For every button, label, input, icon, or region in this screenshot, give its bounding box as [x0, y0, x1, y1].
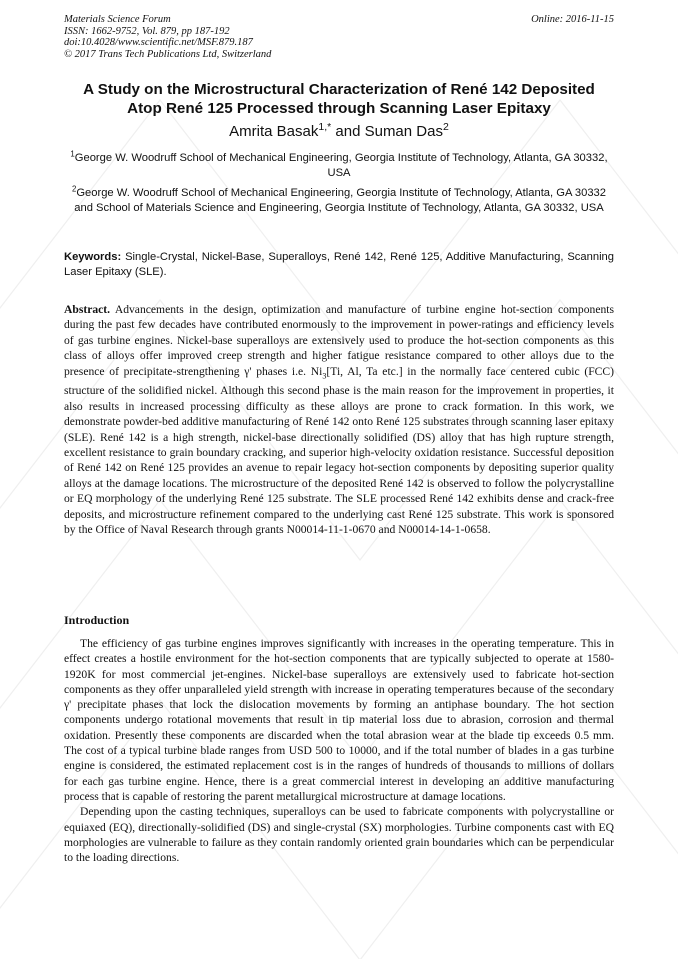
title-line-1: A Study on the Microstructural Characterization of René 142 Deposited	[83, 81, 595, 98]
introduction-paragraph-1: The efficiency of gas turbine engines improves significantly with increases in the operating temperature. This in effect creates a hostile environment for the hot-section components that are typically subjected to operate at 1580-1920K for most commercial jet-engines. Nickel-base superalloys are extensively used to fabricate hot-section components as they offer unparalleled yield strength with increase in operating temperatures because of the secondary γ' precipitate phases that lock the dislocation movements by forming an antiphase boundary. The hot section components undergo rotational movements that result in tip material loss due to abrasion, corrosion and thermal oxidation. Presently these components are discarded when the total abrasion wear at the blade tip exceeds 0.5 mm. The cost of a typical turbine blade ranges from USD 500 to 10000, and if the total number of blades in a gas turbine engine is considered, the estimated replacement cost is in the ranges of hundreds of thousands to millions of dollars for each gas turbine engine. Hence, there is a great commercial interest in developing an additive manufacturing process that is capable of restoring the parent metallurgical microstructure at damage locations.	[64, 637, 614, 803]
affiliation-1-number: 1	[70, 149, 75, 159]
title-line-2: Atop René 125 Processed through Scanning Laser Epitaxy	[127, 100, 551, 117]
online-date: Online: 2016-11-15	[531, 14, 614, 25]
abstract-label: Abstract.	[64, 303, 111, 316]
affiliation-2-number: 2	[71, 184, 77, 194]
affiliation-2	[70, 186, 608, 216]
author-conjunction: and	[331, 123, 365, 140]
paper-title	[40, 80, 638, 118]
copyright-line: © 2017 Trans Tech Publications Ltd, Switzerland	[64, 48, 272, 60]
journal-name: Materials Science Forum	[64, 14, 171, 25]
doi-line: doi:10.4028/www.scientific.net/MSF.879.187	[64, 37, 253, 48]
abstract-text-b: [Ti, Al, Ta etc.] in the normally face centered cubic (FCC) structure of the solidified nickel. Although this second phase is the main reason for the improvement in properties, it also results in increased processing difficulty as these alloys are prone to crack formation. In this work, we demonstrate powder-bed additive manufacturing of René 142 onto René 125 substrates through scanning laser epitaxy (SLE). René 142 is a high strength, nickel-base directionally solidified (DS) alloy that has high rupture strength, excellent resistance to grain boundary cracking, and superior high-velocity oxidation resistance. Successful deposition of René 142 on René 125 provides an avenue to repair legacy hot-section components by depositing superior quality alloys at the damage locations. The microstructure of the deposited René 142 is observed to follow the polycrystalline or EQ morphology of the underlying René 125 substrate. The SLE processed René 142 exhibits dense and crack-free deposits, and microstructure refinement compared to the underlying cast René 125 substrate. This work is sponsored by the Office of Naval Research through grants N00014-11-1-0670 and N00014-14-1-0658.	[64, 364, 614, 536]
affiliation-1-text: George W. Woodruff School of Mechanical Engineering, Georgia Institute of Technology, Atlanta, GA 30332, USA	[74, 152, 608, 179]
abstract-text-a: Advancements in the design, optimization and manufacture of turbine engine hot-section components during the past few decades have contributed enormously to the improvement in power-ratings and efficiency levels of gas turbine engines. Nickel-base superalloys are extensively used to produce the hot-section components as this class of alloys offer improved creep strength and higher fatigue resistance compared to other alloys due to the presence of precipitate-strengthening γ' phases i.e. Ni	[64, 303, 614, 378]
introduction-paragraph-2: Depending upon the casting techniques, superalloys can be used to fabricate components with polycrystalline or equiaxed (EQ), directionally-solidified (DS) and single-crystal (SX) morphologies. Turbine components cast with EQ morphologies are vulnerable to failure as they contain randomly oriented grain boundaries which can be perpendicular to the loading directions.	[64, 805, 614, 865]
author-1-affiliation-mark: 1,*	[318, 121, 332, 134]
journal-header	[64, 14, 271, 60]
introduction-heading: Introduction	[64, 613, 130, 627]
keywords-label: Keywords:	[64, 251, 122, 263]
author-list	[40, 123, 638, 141]
affiliation-2-text: George W. Woodruff School of Mechanical Engineering, Georgia Institute of Technology, Atlanta, GA 30332 and School of Materials Science and Engineering, Georgia Institute of Technology, Atlanta, GA 30332, USA	[74, 187, 607, 214]
author-2-affiliation-mark: 2	[442, 121, 449, 134]
issn-line: ISSN: 1662-9752, Vol. 879, pp 187-192	[64, 25, 230, 37]
keywords-block	[64, 250, 614, 280]
abstract-block	[64, 302, 614, 537]
author-1-name: Amrita Basak	[229, 123, 319, 140]
affiliation-1	[70, 151, 608, 181]
introduction-body	[64, 636, 614, 865]
abstract-subscript: 3	[322, 370, 327, 380]
keywords-text: Single-Crystal, Nickel-Base, Superalloys, René 142, René 125, Additive Manufacturing, Scanning Laser Epitaxy (SLE).	[64, 251, 615, 278]
author-2-name: Suman Das	[364, 123, 443, 140]
